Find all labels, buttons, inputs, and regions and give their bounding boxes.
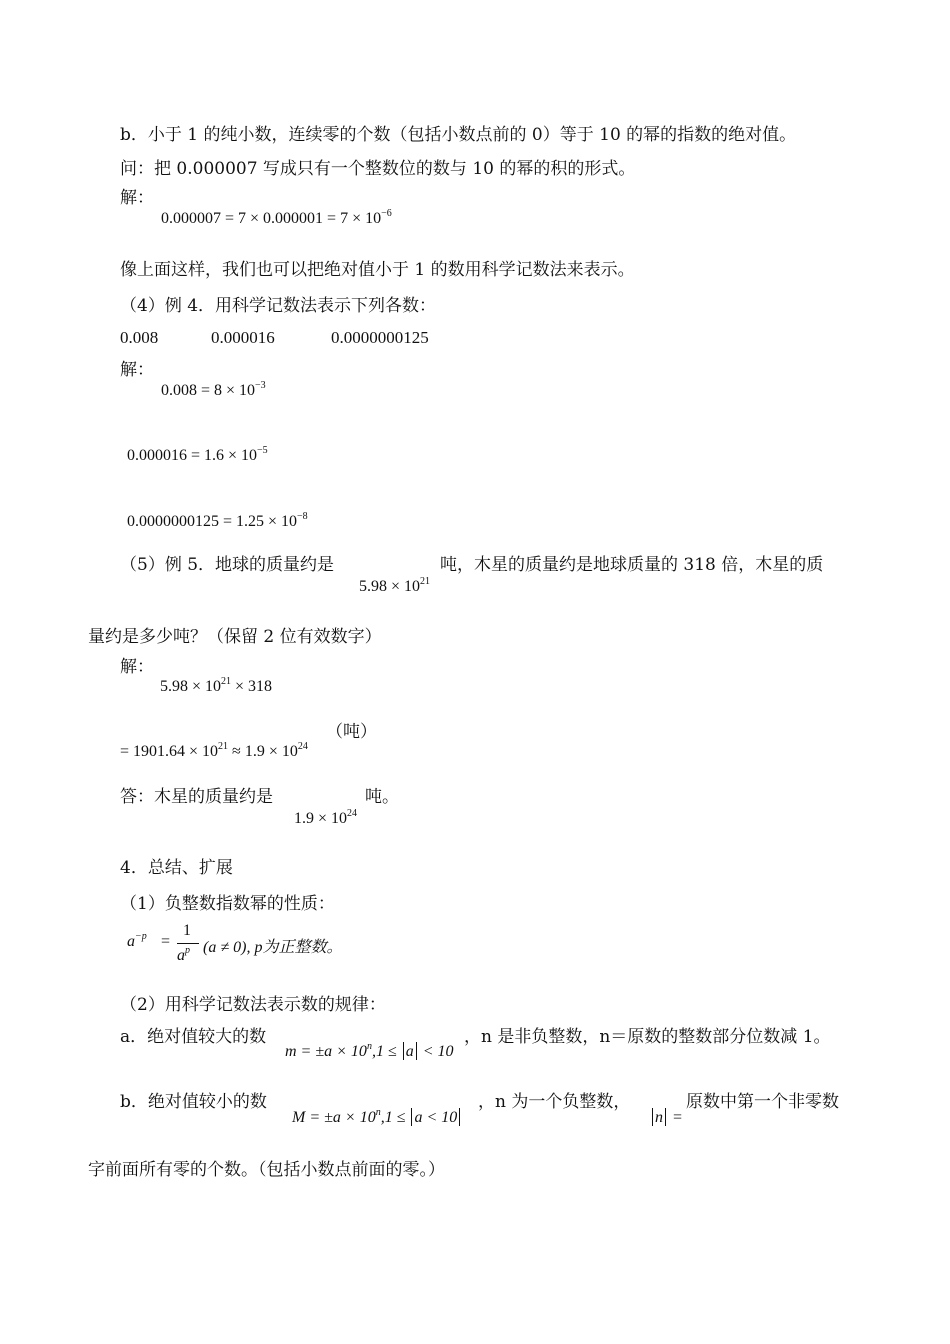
answer-start: 答：木星的质量约是 bbox=[120, 787, 273, 807]
earth-mass-value: $5.98 \times 10^{21}$ bbox=[359, 576, 431, 595]
rule-b-abs-n: n = bbox=[650, 1108, 683, 1127]
example-number-1: 0.008 bbox=[120, 328, 159, 347]
equation-1: $0.000007 = 7 \times 0.000001 = 7 \times 10^{-6}$ bbox=[161, 208, 392, 227]
line-like: 像上面这样，我们也可以把绝对值小于 1 的数用科学记数法来表示。 bbox=[120, 260, 635, 280]
line-example-5-start: （5）例 5．地球的质量约是 bbox=[120, 555, 335, 575]
calc-step-2: = $1901.64 \times 10^{21} \approx 1.9 \times 10^{24}$ bbox=[120, 741, 308, 760]
section-4-title: 4．总结、扩展 bbox=[120, 858, 233, 878]
rule-b-continuation: 字前面所有零的个数。（包括小数点前面的零。） bbox=[88, 1160, 445, 1180]
line-example-4: （4）例 4．用科学记数法表示下列各数： bbox=[120, 296, 437, 316]
equation-4: $0.0000000125 = 1.25 \times 10^{-8}$ bbox=[127, 511, 308, 530]
line-jie-3: 解： bbox=[120, 657, 154, 677]
rule-b-prefix: b．绝对值较小的数 bbox=[120, 1092, 267, 1112]
example-number-3: 0.0000000125 bbox=[331, 328, 429, 347]
line-b-small: b．小于 1 的纯小数，连续零的个数（包括小数点前的 0）等于 10 的幂的指数的绝对值。 bbox=[120, 125, 797, 145]
example-number-2: 0.000016 bbox=[211, 328, 275, 347]
line-jie-1: 解： bbox=[120, 188, 154, 208]
rule-a-formula: $m = \pm a \times 10^n,1 \le a < 10$ bbox=[285, 1041, 454, 1060]
line-jie-2: 解： bbox=[120, 360, 154, 380]
line-example-5-cont: 量约是多少吨？（保留 2 位有效数字） bbox=[88, 627, 382, 647]
rule-2-title: （2）用科学记数法表示数的规律： bbox=[120, 995, 386, 1015]
rule-a-suffix: ，n 是非负整数，n＝原数的整数部分位数减 1。 bbox=[464, 1027, 831, 1047]
rule-b-suffix: 原数中第一个非零数 bbox=[686, 1092, 839, 1112]
unit-dun: （吨） bbox=[326, 722, 377, 742]
answer-end: 吨。 bbox=[365, 787, 399, 807]
equation-2: $0.008 = 8 \times 10^{-3}$ bbox=[161, 380, 266, 399]
line-example-5-end: 吨，木星的质量约是地球质量的 318 倍，木星的质 bbox=[440, 555, 824, 575]
property-1-title: （1）负整数指数幂的性质： bbox=[120, 894, 335, 914]
answer-value: $1.9 \times 10^{24}$ bbox=[294, 808, 358, 827]
rule-b-formula: $M = \pm a \times 10^n,1 \le a < 10$ bbox=[292, 1108, 462, 1127]
equation-3: $0.000016 = 1.6 \times 10^{-5}$ bbox=[127, 445, 268, 464]
calc-step-1: $5.98 \times 10^{21} \times 318$ bbox=[160, 676, 273, 695]
rule-b-middle: ，n 为一个负整数， bbox=[478, 1092, 631, 1112]
line-ask: 问：把 0.000007 写成只有一个整数位的数与 10 的幂的积的形式。 bbox=[120, 159, 636, 179]
rule-a-prefix: a．绝对值较大的数 bbox=[120, 1027, 267, 1047]
